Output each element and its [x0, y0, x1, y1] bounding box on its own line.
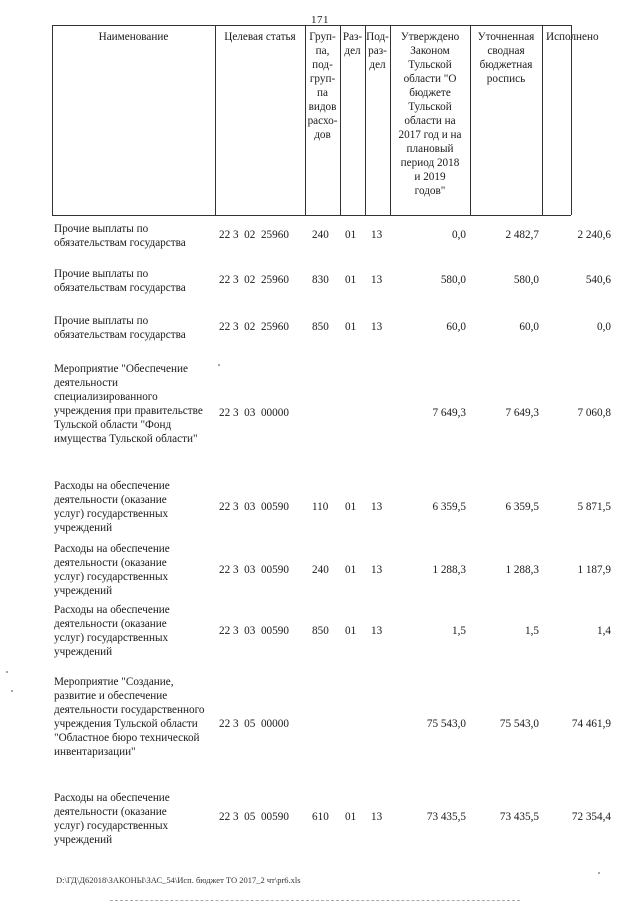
- row-name: Прочие выплаты по обязательствам государства: [54, 268, 186, 294]
- row-name: Прочие выплаты по обязательствам государства: [54, 315, 186, 341]
- row-group: 110: [312, 501, 329, 513]
- row-approved: 580,0: [440, 274, 466, 286]
- row-executed: 0,0: [597, 321, 611, 333]
- row-section: 01: [345, 625, 357, 637]
- row-subsection: 13: [371, 321, 383, 333]
- header-group: Груп- па, под- груп- па видов расхо- дов: [307, 31, 338, 141]
- row-subsection: 13: [371, 501, 383, 513]
- row-section: 01: [345, 321, 357, 333]
- row-approved: 75 543,0: [426, 718, 466, 730]
- row-name: Прочие выплаты по обязательствам государства: [54, 223, 186, 249]
- row-executed: 1,4: [597, 625, 611, 637]
- scan-speck: [11, 690, 13, 692]
- row-approved: 0,0: [452, 229, 466, 241]
- row-section: 01: [345, 564, 357, 576]
- row-target: 22 3 03 00590: [219, 625, 289, 637]
- scan-speck: [6, 671, 8, 673]
- row-subsection: 13: [371, 274, 383, 286]
- header-bottom-rule: [52, 215, 571, 216]
- header-target: Целевая статья: [224, 31, 296, 43]
- row-refined: 1,5: [525, 625, 539, 637]
- col-divider: [52, 25, 53, 215]
- row-group: 850: [312, 625, 329, 637]
- scan-speck: [218, 364, 220, 366]
- row-refined: 7 649,3: [505, 407, 539, 419]
- row-executed: 2 240,6: [577, 229, 611, 241]
- row-name: Расходы на обеспечение деятельности (оказание услуг) государственных учреждений: [54, 604, 170, 658]
- row-subsection: 13: [371, 229, 383, 241]
- row-target: 22 3 02 25960: [219, 321, 289, 333]
- header-name: Наименование: [98, 31, 169, 43]
- col-divider: [215, 25, 216, 215]
- row-approved: 60,0: [446, 321, 466, 333]
- row-refined: 73 435,5: [499, 811, 539, 823]
- file-path-footer: D:\ГД\Д62018\ЗАКОНЫ\ЗАС_54\Исп. бюджет ТО 2017_2 чт\pr6.xls: [56, 875, 301, 885]
- row-approved: 73 435,5: [426, 811, 466, 823]
- page-number: 171: [311, 14, 329, 26]
- row-refined: 6 359,5: [505, 501, 539, 513]
- row-subsection: 13: [371, 564, 383, 576]
- row-approved: 1,5: [452, 625, 466, 637]
- row-name: Мероприятие "Создание, развитие и обеспечение деятельности государственного учреждения Тульской области "Областное бюро технической инвентаризации": [54, 676, 205, 758]
- row-name: Расходы на обеспечение деятельности (оказание услуг) государственных учреждений: [54, 480, 170, 534]
- row-target: 22 3 03 00590: [219, 501, 289, 513]
- row-section: 01: [345, 811, 357, 823]
- row-target: 22 3 03 00590: [219, 564, 289, 576]
- header-top-rule: [52, 25, 571, 26]
- row-target: 22 3 05 00000: [219, 718, 289, 730]
- row-refined: 580,0: [513, 274, 539, 286]
- row-target: 22 3 02 25960: [219, 229, 289, 241]
- header-subsection: Под- раз- дел: [366, 31, 389, 71]
- row-group: 830: [312, 274, 329, 286]
- row-refined: 2 482,7: [505, 229, 539, 241]
- row-name: Расходы на обеспечение деятельности (оказание услуг) государственных учреждений: [54, 543, 170, 597]
- row-target: 22 3 05 00590: [219, 811, 289, 823]
- row-name: Расходы на обеспечение деятельности (оказание услуг) государственных учреждений: [54, 792, 170, 846]
- bottom-scan-rule: [110, 900, 520, 901]
- row-name: Мероприятие "Обеспечение деятельности специализированного учреждения при правительстве Тульской области "Фонд имущества Тульской области": [54, 363, 203, 445]
- row-refined: 60,0: [519, 321, 539, 333]
- header-section: Раз- дел: [342, 31, 363, 57]
- row-group: 240: [312, 564, 329, 576]
- row-group: 850: [312, 321, 329, 333]
- row-executed: 7 060,8: [577, 407, 611, 419]
- scan-speck: [598, 872, 600, 874]
- col-divider: [571, 25, 572, 215]
- row-section: 01: [345, 501, 357, 513]
- row-executed: 5 871,5: [577, 501, 611, 513]
- row-subsection: 13: [371, 811, 383, 823]
- row-approved: 1 288,3: [432, 564, 466, 576]
- row-executed: 540,6: [585, 274, 611, 286]
- row-group: 240: [312, 229, 329, 241]
- row-approved: 7 649,3: [432, 407, 466, 419]
- row-approved: 6 359,5: [432, 501, 466, 513]
- header-executed: Исполнено: [546, 31, 599, 43]
- row-target: 22 3 02 25960: [219, 274, 289, 286]
- header-refined: Уточненная сводная бюджетная роспись: [477, 31, 535, 85]
- row-subsection: 13: [371, 625, 383, 637]
- col-divider: [542, 25, 543, 215]
- row-group: 610: [312, 811, 329, 823]
- row-target: 22 3 03 00000: [219, 407, 289, 419]
- row-executed: 1 187,9: [577, 564, 611, 576]
- row-section: 01: [345, 274, 357, 286]
- row-refined: 75 543,0: [499, 718, 539, 730]
- header-approved: Утверждено Законом Тульской области "О бюджете Тульской области на 2017 год и на плановый период 2018 и 2019 годов": [398, 31, 462, 197]
- row-refined: 1 288,3: [505, 564, 539, 576]
- row-executed: 74 461,9: [571, 718, 611, 730]
- row-section: 01: [345, 229, 357, 241]
- row-executed: 72 354,4: [571, 811, 611, 823]
